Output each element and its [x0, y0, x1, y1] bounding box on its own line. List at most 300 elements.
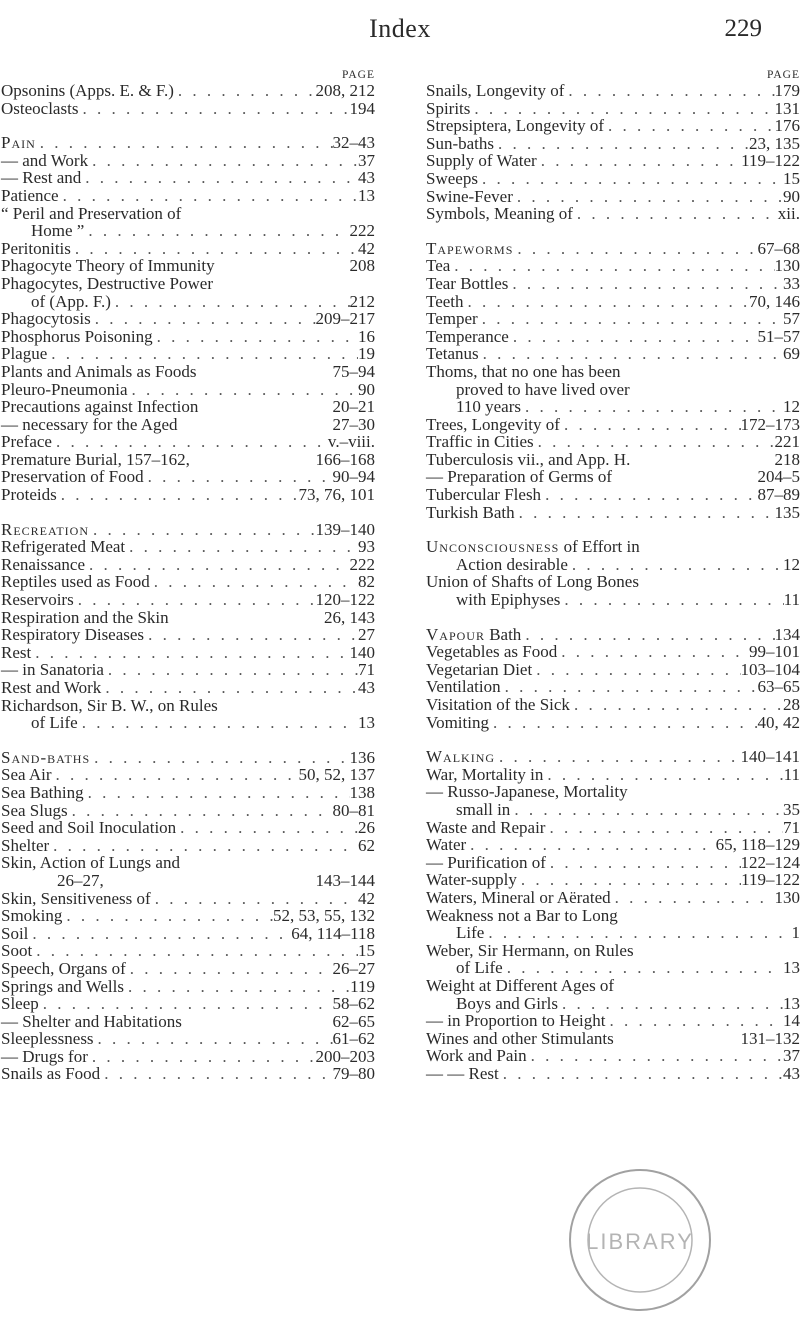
leader-dots — [78, 100, 349, 118]
leader-dots — [74, 591, 316, 609]
index-term: Phagocyte Theory of Immunity — [1, 256, 215, 276]
index-term: Soil — [1, 923, 29, 943]
index-pages: 176 — [774, 116, 800, 136]
index-term: Osteoclasts — [1, 98, 79, 118]
index-entry — [426, 416, 800, 434]
index-term: — Purification of — [426, 852, 546, 872]
index-pages: 93 — [358, 537, 375, 557]
index-entry — [426, 205, 800, 223]
index-pages: 13 — [358, 713, 375, 733]
leader-dots — [144, 626, 358, 644]
index-term: War, Mortality in — [426, 764, 544, 784]
index-term: Spirits — [426, 98, 471, 118]
leader-dots — [39, 995, 333, 1013]
index-term: Rest — [1, 642, 32, 662]
index-entry — [1, 363, 375, 381]
index-entry — [426, 345, 800, 363]
index-entry — [426, 942, 800, 960]
index-term: Visitation of the Sick — [426, 695, 570, 714]
index-pages: 222 — [349, 554, 375, 574]
leader-dots — [49, 837, 358, 855]
leader-dots — [32, 942, 358, 960]
index-term: Walking — [426, 747, 496, 767]
leader-dots — [68, 802, 333, 820]
index-pages: 130 — [774, 887, 800, 907]
index-pages: 62 — [358, 835, 375, 855]
index-entry — [1, 714, 375, 732]
leader-dots — [570, 696, 783, 714]
index-term: Sand-baths — [1, 747, 91, 767]
index-pages: 43 — [358, 678, 375, 697]
index-entry — [426, 1012, 800, 1030]
index-entry — [426, 504, 800, 522]
leader-dots — [510, 801, 783, 819]
index-pages: 43 — [358, 168, 375, 188]
index-entry — [1, 169, 375, 187]
index-entry — [1, 819, 375, 837]
index-pages: 75–94 — [332, 361, 375, 381]
page-column-label: PAGE — [342, 69, 375, 81]
index-term: Swine-Fever — [426, 186, 513, 206]
leader-dots — [52, 766, 299, 784]
leader-dots — [124, 978, 350, 996]
leader-dots — [546, 854, 741, 872]
index-pages: 15 — [783, 168, 800, 188]
index-pages: 20–21 — [332, 397, 375, 417]
index-term: Sea Bathing — [1, 782, 84, 802]
index-entry — [426, 678, 800, 696]
index-term: Preservation of Food — [1, 467, 144, 487]
index-entry — [426, 783, 800, 801]
index-entry — [1, 293, 375, 311]
leader-dots — [153, 328, 358, 346]
index-entry — [1, 802, 375, 820]
index-entry — [1, 1065, 375, 1083]
leader-dots — [47, 345, 358, 363]
leader-dots — [557, 643, 749, 661]
index-entry — [426, 310, 800, 328]
index-entry — [1, 644, 375, 662]
index-pages: 12 — [783, 397, 800, 417]
index-term: Tear Bottles — [426, 273, 509, 293]
page-header — [0, 0, 800, 60]
index-term: Boys and Girls — [456, 993, 558, 1013]
page-column-label: PAGE — [767, 69, 800, 81]
index-term: Richardson, Sir B. W., on Rules — [1, 695, 218, 715]
index-entry — [1, 978, 375, 996]
leader-dots — [450, 257, 774, 275]
leader-dots — [84, 222, 349, 240]
index-term: Vegetarian Diet — [426, 659, 533, 679]
index-pages: 50, 52, 137 — [298, 765, 375, 785]
leader-dots — [517, 871, 741, 889]
index-entry — [426, 100, 800, 118]
leader-dots — [101, 679, 358, 697]
entry-gap — [1, 504, 375, 521]
index-pages: 218 — [774, 449, 800, 469]
index-entry — [426, 257, 800, 275]
leader-dots — [560, 591, 783, 609]
entry-gap — [1, 732, 375, 749]
index-term: Phagocytosis — [1, 309, 91, 329]
leader-dots — [144, 468, 333, 486]
index-entry — [1, 784, 375, 802]
index-pages: 119 — [350, 976, 375, 996]
index-pages: 35 — [783, 799, 800, 819]
index-pages: 12 — [783, 554, 800, 574]
index-entry — [1, 556, 375, 574]
leader-dots — [466, 836, 715, 854]
leader-dots — [111, 293, 350, 311]
leader-dots — [104, 661, 358, 679]
index-pages: 69 — [783, 344, 800, 364]
index-pages: 33 — [783, 273, 800, 293]
index-entry — [1, 152, 375, 170]
index-entry — [1, 134, 375, 152]
index-pages: 26–27 — [332, 958, 375, 978]
index-term: Tea — [426, 256, 451, 276]
leader-dots — [558, 995, 783, 1013]
index-term: — in Proportion to Height — [426, 1011, 606, 1031]
index-entry — [426, 468, 800, 486]
index-term: Shelter — [1, 835, 50, 855]
index-term: with Epiphyses — [456, 590, 561, 610]
index-pages: 119–122 — [741, 870, 800, 890]
leader-dots — [489, 714, 758, 732]
index-term: Reptiles used as Food — [1, 572, 150, 592]
index-entry — [426, 170, 800, 188]
index-term: Springs and Wells — [1, 976, 124, 996]
index-term: — — Rest — [426, 1063, 499, 1083]
index-entry — [1, 1013, 375, 1031]
index-pages: 200–203 — [315, 1046, 375, 1066]
index-entry — [426, 486, 800, 504]
index-term: Thoms, that no one has been — [426, 361, 621, 381]
entry-gap — [426, 223, 800, 240]
leader-dots — [126, 960, 333, 978]
leader-dots — [543, 766, 783, 784]
leader-dots — [470, 100, 774, 118]
index-pages: 64, 114–118 — [291, 923, 375, 943]
index-term: Tapeworms — [426, 238, 514, 258]
index-entry — [426, 889, 800, 907]
index-term: Wines and other Stimulants — [426, 1028, 614, 1048]
index-term: Phagocytes, Destructive Power — [1, 273, 213, 293]
leader-dots — [62, 907, 273, 925]
leader-dots — [521, 398, 783, 416]
index-pages: 13 — [783, 958, 800, 978]
index-term: proved to have lived over — [456, 379, 630, 399]
leader-dots — [71, 240, 358, 258]
index-entry — [426, 240, 800, 258]
index-term: Water — [426, 835, 467, 855]
leader-dots — [464, 293, 749, 311]
index-term: Sea Slugs — [1, 800, 68, 820]
leader-dots — [90, 749, 349, 767]
index-pages: 67–68 — [757, 238, 800, 258]
index-entry — [426, 1047, 800, 1065]
leader-dots — [532, 661, 740, 679]
index-entry — [426, 381, 800, 399]
index-pages: 172–173 — [740, 414, 800, 434]
index-entry — [1, 433, 375, 451]
index-entry — [1, 697, 375, 715]
index-term: Pleuro-Pneumonia — [1, 379, 128, 399]
index-term: Temperance — [426, 326, 509, 346]
index-entry — [426, 801, 800, 819]
index-term: Phosphorus Poisoning — [1, 326, 153, 346]
index-term: — and Work — [1, 150, 89, 170]
index-pages: 19 — [358, 344, 375, 364]
leader-dots — [52, 433, 328, 451]
leader-dots — [59, 187, 358, 205]
index-entry — [1, 766, 375, 784]
index-term: Refrigerated Meat — [1, 537, 126, 557]
index-pages: 13 — [358, 185, 375, 205]
index-term: — necessary for the Aged — [1, 414, 178, 434]
index-term: Strepsiptera, Longevity of — [426, 116, 604, 136]
index-entry — [1, 960, 375, 978]
index-term: Seed and Soil Inoculation — [1, 818, 177, 838]
index-term: Vapour Bath — [426, 624, 522, 644]
index-pages: 43 — [783, 1063, 800, 1083]
index-pages: 61–62 — [332, 1029, 375, 1049]
leader-dots — [478, 310, 783, 328]
index-pages: 135 — [774, 502, 800, 522]
index-term: Work and Pain — [426, 1046, 527, 1066]
index-term: Peritonitis — [1, 238, 71, 258]
index-entry — [426, 275, 800, 293]
index-entry — [426, 398, 800, 416]
index-term: Proteids — [1, 485, 57, 505]
index-term: Respiration and the Skin — [1, 607, 169, 627]
index-entry — [1, 609, 375, 627]
index-entry — [426, 696, 800, 714]
leader-dots — [150, 573, 358, 591]
index-entry — [426, 293, 800, 311]
leader-dots — [151, 890, 358, 908]
index-term: Waters, Mineral or Aërated — [426, 887, 611, 907]
index-pages: 99–101 — [749, 642, 800, 662]
index-entry — [1, 521, 375, 539]
index-pages: 79–80 — [332, 1064, 375, 1084]
entry-gap — [1, 117, 375, 134]
index-term: Sleep — [1, 994, 39, 1014]
index-pages: 42 — [358, 888, 375, 908]
index-term: Unconsciousness of Effort in — [426, 537, 640, 557]
index-pages: 139–140 — [315, 519, 375, 539]
index-term: Water-supply — [426, 870, 517, 890]
index-term: Premature Burial, 157–162, — [1, 449, 190, 469]
index-term: Temper — [426, 309, 478, 329]
index-entry — [426, 995, 800, 1013]
index-pages: 70, 146 — [749, 291, 800, 311]
index-entry — [426, 819, 800, 837]
leader-dots — [495, 748, 740, 766]
index-pages: 120–122 — [315, 590, 375, 610]
index-entry — [426, 714, 800, 732]
index-term: of Life — [31, 713, 78, 733]
index-entry — [1, 907, 375, 925]
index-entry — [1, 749, 375, 767]
leader-dots — [28, 925, 291, 943]
index-term: Snails as Food — [1, 1064, 101, 1084]
index-entry — [1, 240, 375, 258]
leader-dots — [604, 117, 775, 135]
index-entry — [1, 468, 375, 486]
leader-dots — [78, 714, 358, 732]
leader-dots — [560, 416, 741, 434]
index-pages: 136 — [349, 747, 375, 767]
index-entry — [426, 573, 800, 591]
index-entry — [1, 310, 375, 328]
index-entry — [1, 100, 375, 118]
index-pages: 73, 76, 101 — [298, 485, 375, 505]
index-pages: 16 — [358, 326, 375, 346]
leader-dots — [100, 1065, 332, 1083]
leader-dots — [176, 819, 358, 837]
entry-gap — [426, 731, 800, 748]
index-term: Sun-baths — [426, 133, 494, 153]
index-entry — [1, 626, 375, 644]
leader-dots — [513, 188, 783, 206]
index-term: Renaissance — [1, 554, 86, 574]
index-pages: 32–43 — [332, 133, 375, 153]
index-entry — [1, 328, 375, 346]
index-entry — [1, 837, 375, 855]
entry-gap — [426, 609, 800, 626]
index-pages: 143–144 — [315, 870, 375, 890]
leader-dots — [57, 486, 299, 504]
index-entry — [1, 451, 375, 469]
index-pages: 90–94 — [332, 467, 375, 487]
index-pages: 119–122 — [741, 151, 800, 171]
index-entry — [426, 836, 800, 854]
index-term: Vomiting — [426, 712, 489, 732]
index-term: Traffic in Cities — [426, 432, 534, 452]
index-term: Vegetables as Food — [426, 642, 558, 662]
index-term: — Russo-Japanese, Mortality — [426, 782, 628, 802]
index-pages: 134 — [774, 624, 800, 644]
index-term: Precautions against Infection — [1, 397, 199, 417]
index-term: Ventilation — [426, 677, 501, 697]
index-pages: 179 — [774, 81, 800, 100]
leader-dots — [605, 1012, 783, 1030]
index-pages: 208, 212 — [315, 81, 375, 100]
index-pages: 52, 53, 55, 132 — [273, 906, 375, 926]
index-entry — [1, 345, 375, 363]
leader-dots — [91, 310, 316, 328]
leader-dots — [31, 644, 349, 662]
index-term: Life — [456, 923, 485, 943]
index-term: 26–27, — [57, 870, 104, 890]
index-pages: 23, 135 — [749, 133, 800, 153]
leader-dots — [534, 433, 775, 451]
index-pages: 26 — [358, 818, 375, 838]
index-term: Smoking — [1, 906, 63, 926]
index-entry — [1, 854, 375, 872]
leader-dots — [84, 784, 350, 802]
index-entry — [426, 363, 800, 381]
index-entry — [1, 661, 375, 679]
leader-dots — [479, 345, 783, 363]
index-term: Tetanus — [426, 344, 479, 364]
leader-dots — [174, 82, 316, 100]
index-entry — [426, 188, 800, 206]
index-term: Skin, Sensitiveness of — [1, 888, 151, 908]
leader-dots — [537, 152, 741, 170]
index-entry — [426, 451, 800, 469]
index-entry — [1, 205, 375, 223]
leader-dots — [484, 924, 791, 942]
index-pages: 11 — [783, 590, 800, 610]
index-pages: 37 — [783, 1046, 800, 1066]
leader-dots — [125, 538, 358, 556]
index-pages: 28 — [783, 695, 800, 714]
index-entry — [1, 398, 375, 416]
index-entry — [426, 959, 800, 977]
index-pages: 122–124 — [740, 852, 800, 872]
index-term: Union of Shafts of Long Bones — [426, 572, 639, 592]
index-term: Rest and Work — [1, 678, 102, 697]
leader-dots — [541, 486, 757, 504]
leader-dots — [509, 328, 758, 346]
leader-dots — [36, 134, 333, 152]
index-entry — [1, 82, 375, 100]
index-pages: 103–104 — [740, 659, 800, 679]
index-entry — [426, 433, 800, 451]
index-entry — [1, 257, 375, 275]
index-pages: 138 — [349, 782, 375, 802]
index-entry — [1, 1030, 375, 1048]
index-entry — [426, 328, 800, 346]
index-term: Waste and Repair — [426, 817, 546, 837]
index-term: Sleeplessness — [1, 1029, 94, 1049]
leader-dots — [568, 556, 783, 574]
index-pages: 65, 118–129 — [715, 835, 800, 855]
index-entry — [1, 573, 375, 591]
index-term: — Preparation of Germs of — [426, 467, 613, 487]
index-term: Opsonins (Apps. E. & F.) — [1, 81, 174, 100]
index-term: Snails, Longevity of — [426, 81, 565, 100]
index-entry — [1, 381, 375, 399]
index-term: of (App. F.) — [31, 291, 111, 311]
index-entry — [426, 1065, 800, 1083]
index-term: Tubercular Flesh — [426, 485, 542, 505]
index-term: of Life — [456, 958, 503, 978]
index-entry — [1, 925, 375, 943]
index-entry — [426, 924, 800, 942]
index-pages: 208 — [349, 256, 375, 276]
index-pages: 212 — [349, 291, 375, 311]
index-term: Pain — [1, 133, 36, 153]
index-entry — [1, 486, 375, 504]
leader-dots — [573, 205, 778, 223]
index-entry — [426, 766, 800, 784]
index-entry — [1, 187, 375, 205]
index-pages: 40, 42 — [757, 712, 800, 732]
leader-dots — [611, 889, 775, 907]
index-entry — [1, 942, 375, 960]
index-entries-right — [426, 82, 800, 1082]
index-term: Sweeps — [426, 168, 478, 188]
index-term: — Rest and — [1, 168, 82, 188]
index-pages: 63–65 — [757, 677, 800, 697]
index-pages: 130 — [774, 256, 800, 276]
entry-gap — [426, 521, 800, 538]
stamp-text: LIBRARY — [586, 1229, 694, 1254]
index-entry — [426, 135, 800, 153]
